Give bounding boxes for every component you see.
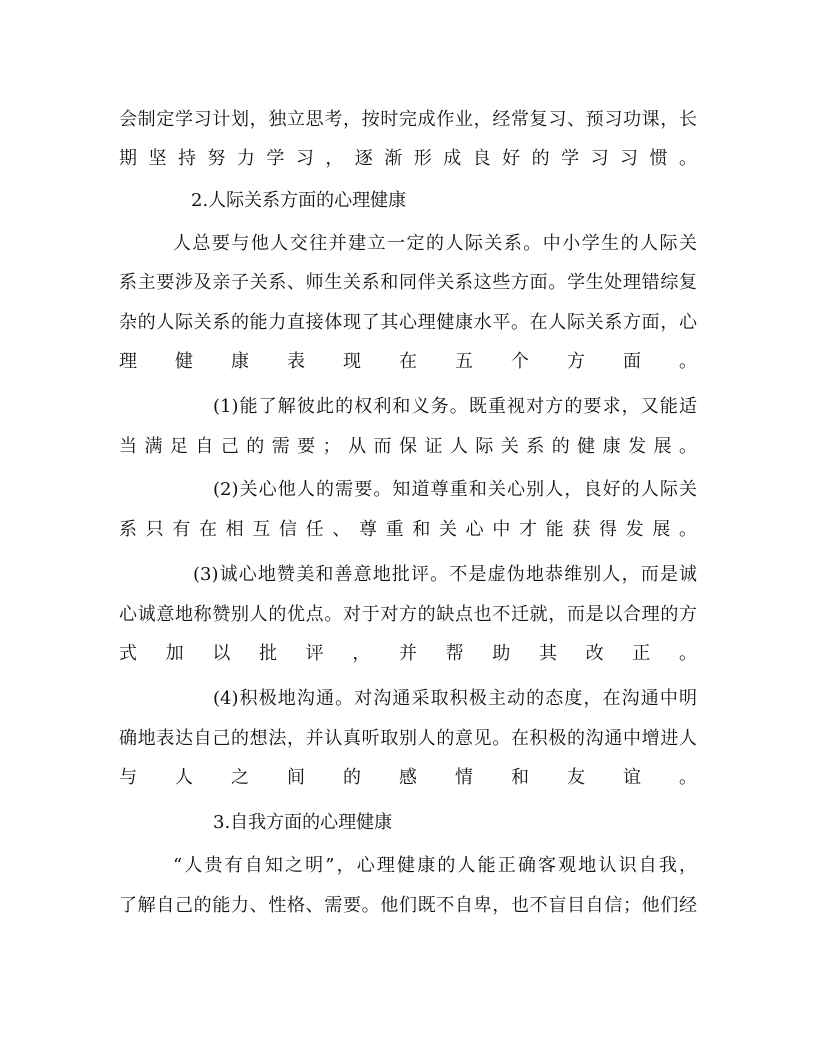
paragraph-line: 杂的人际关系的能力直接体现了其心理健康水平。在人际关系方面，心 <box>119 312 697 333</box>
list-item-line: (1)能了解彼此的权利和义务。既重视对方的要求，又能适 <box>213 396 697 417</box>
paragraph-line: 人总要与他人交往并建立一定的人际关系。中小学生的人际关 <box>173 233 697 254</box>
list-item-line: (4)积极地沟通。对沟通采取积极主动的态度，在沟通中明 <box>213 688 697 709</box>
section-heading: 2.人际关系方面的心理健康 <box>191 190 407 211</box>
list-item-line: 与人之间的感情和友谊。 <box>119 767 697 788</box>
paragraph-line: 会制定学习计划，独立思考，按时完成作业，经常复习、预习功课，长 <box>119 109 697 130</box>
list-item-line: 系只有在相互信任、尊重和关心中才能获得发展。 <box>119 519 697 540</box>
list-item-line: 心诚意地称赞别人的优点。对于对方的缺点也不迁就，而是以合理的方 <box>119 604 697 625</box>
list-item-line: 确地表达自己的想法，并认真听取别人的意见。在积极的沟通中增进人 <box>119 728 697 749</box>
section-heading: 3.自我方面的心理健康 <box>213 812 393 833</box>
list-item-line: 式加以批评，并帮助其改正。 <box>119 643 697 664</box>
paragraph-line: 理健康表现在五个方面。 <box>119 351 697 372</box>
paragraph-line: 系主要涉及亲子关系、师生关系和同伴关系这些方面。学生处理错综复 <box>119 272 697 293</box>
paragraph-line: “人贵有自知之明”，心理健康的人能正确客观地认识自我， <box>173 855 697 876</box>
paragraph-line: 了解自己的能力、性格、需要。他们既不自卑，也不盲目自信；他们经 <box>119 895 697 916</box>
list-item-line: (2)关心他人的需要。知道尊重和关心别人，良好的人际关 <box>213 479 697 500</box>
list-item-line: 当满足自己的需要；从而保证人际关系的健康发展。 <box>119 436 697 457</box>
paragraph-line: 期坚持努力学习，逐渐形成良好的学习习惯。 <box>119 148 697 169</box>
list-item-line: (3)诚心地赞美和善意地批评。不是虚伪地恭维别人，而是诚 <box>193 564 697 585</box>
